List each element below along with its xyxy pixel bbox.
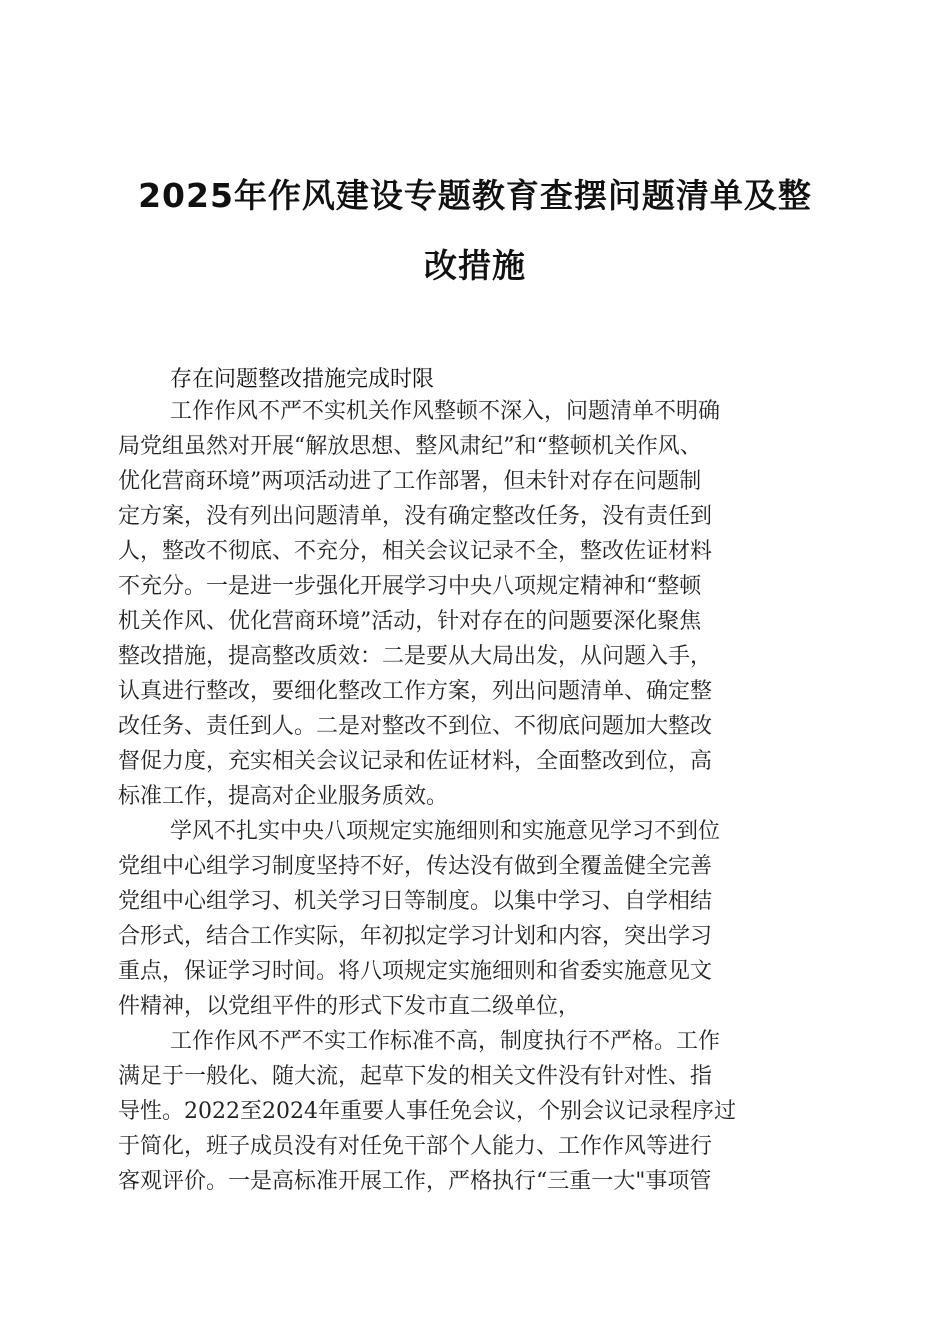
paragraph-line: 重点，保证学习时间。将八项规定实施细则和省委实施意见文 [118,959,713,984]
paragraph-line: 认真进行整改，要细化整改工作方案，列出问题清单、确定整 [118,679,713,704]
paragraph-line: 客观评价。一是高标准开展工作，严格执行“三重一大"事项管 [118,1169,712,1194]
paragraph-line: 督促力度，充实相关会议记录和佐证材料，全面整改到位，高 [118,749,713,774]
table-header-text: 存在问题整改措施完成时限 [170,367,435,392]
paragraph-line: 标准工作，提高对企业服务质效。 [118,784,449,809]
paragraph-line: 局党组虽然对开展“解放思想、整风肃纪”和“整顿机关作风、 [118,434,702,459]
paragraph-line: 党组中心组学习、机关学习日等制度。以集中学习、自学相结 [118,889,713,914]
paragraph-line: 导性。2022至2024年重要人事任免会议，个别会议记录程序过 [118,1099,736,1124]
document-title-line-2: 改措施 [424,246,526,285]
paragraph-line: 人，整改不彻底、不充分，相关会议记录不全，整改佐证材料 [118,539,713,564]
paragraph-line: 合形式，结合工作实际，年初拟定学习计划和内容，突出学习 [118,924,713,949]
paragraph-line: 件精神，以党组平件的形式下发市直二级单位， [118,994,581,1019]
paragraph-line: 机关作风、优化营商环境”活动，针对存在的问题要深化聚焦 [118,609,702,634]
paragraph-line: 于简化，班子成员没有对任免干部个人能力、工作作风等进行 [118,1134,713,1159]
paragraph-line: 工作作风不严不实工作标准不高，制度执行不严格。工作 [170,1029,721,1054]
document-title-line-1: 2025年作风建设专题教育查摆问题清单及整 [138,176,812,215]
paragraph-line: 不充分。一是进一步强化开展学习中央八项规定精神和“整顿 [118,574,702,599]
paragraph-line: 改任务、责任到人。二是对整改不到位、不彻底问题加大整改 [118,714,713,739]
paragraph-line: 学风不扎实中央八项规定实施细则和实施意见学习不到位 [170,819,721,844]
paragraph-line: 工作作风不严不实机关作风整顿不深入，问题清单不明确 [170,399,721,424]
paragraph-line: 满足于一般化、随大流，起草下发的相关文件没有针对性、指 [118,1064,713,1089]
paragraph-line: 优化营商环境”两项活动进了工作部署，但未针对存在问题制 [118,469,702,494]
paragraph-line: 整改措施，提高整改质效：二是要从大局出发，从问题入手， [118,644,713,669]
paragraph-line: 党组中心组学习制度坚持不好，传达没有做到全覆盖健全完善 [118,854,713,879]
paragraph-line: 定方案，没有列出问题清单，没有确定整改任务，没有责任到 [118,504,713,529]
